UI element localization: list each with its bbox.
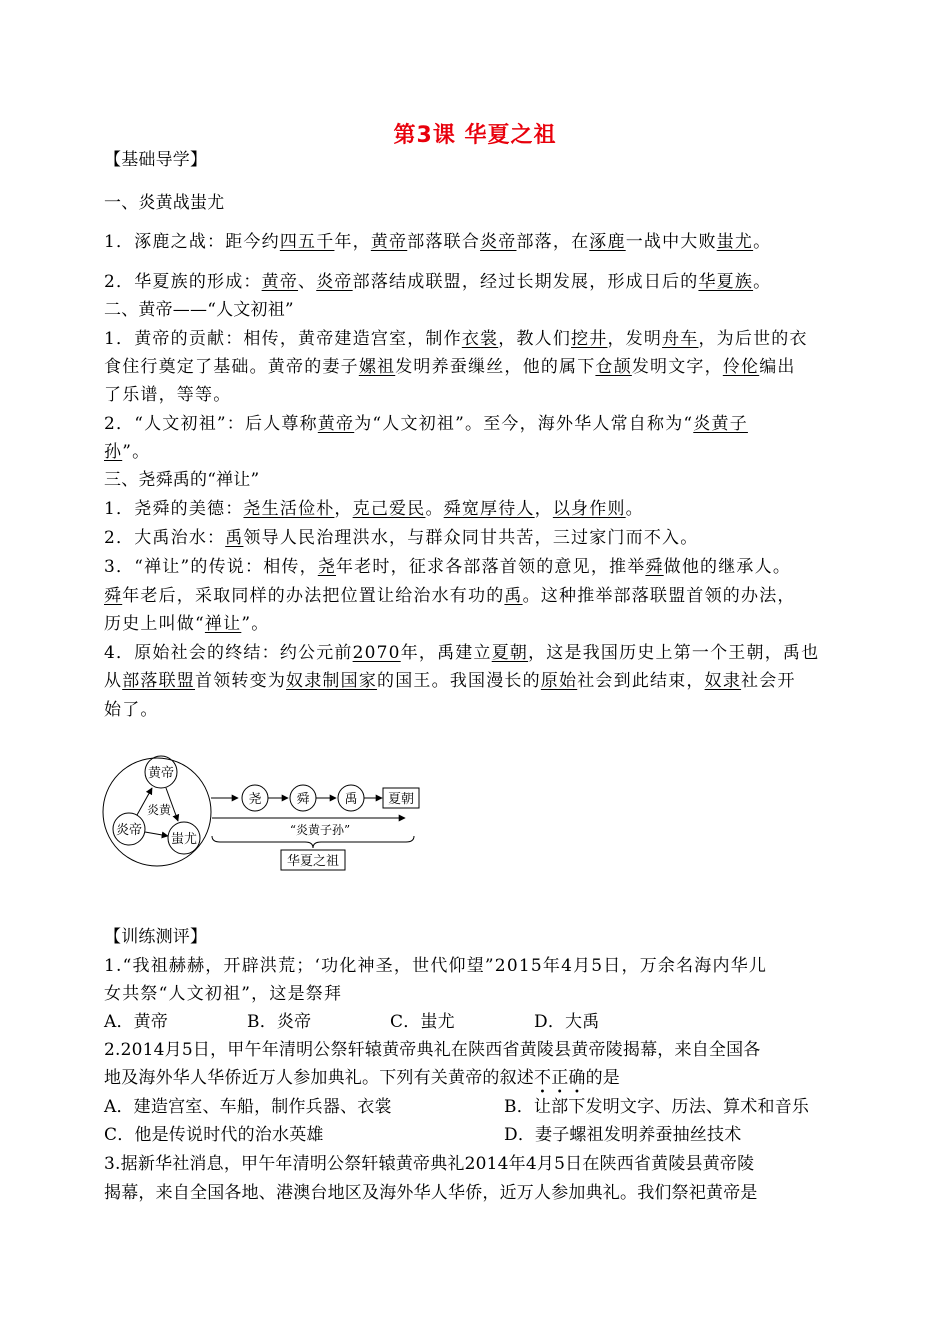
paragraph-9: 2．大禹治水：禹领导人民治理洪水，与群众同甘共苦，三过家门而不入。 (104, 528, 699, 548)
q2-option-c: C．他是传说时代的治水英雄 (104, 1125, 324, 1145)
arrow-yandi-chiyou (145, 832, 168, 836)
section-heading-basics: 【基础导学】 (104, 150, 208, 170)
paragraph-10: 3．“禅让”的传说：相传，尧年老时，征求各部落首领的意见，推举舜做他的继承人。 (104, 557, 792, 577)
lesson-title: 第3课 华夏之祖 (393, 123, 557, 148)
paragraph-15: 始了。 (104, 700, 159, 720)
heading-3: 三、尧舜禹的“禅让” (104, 470, 260, 490)
q2-option-a: A．建造宫室、车船，制作兵器、衣裳 (104, 1097, 392, 1117)
paragraph-6: 2．“人文初祖”：后人尊称黄帝为“人文初祖”。至今，海外华人常自称为“炎黄子 (104, 414, 748, 434)
paragraph-13: 4．原始社会的终结：约公元前2070年，禹建立夏朝，这是我国历史上第一个王朝，禹也 (104, 643, 820, 663)
label-yu: 禹 (344, 792, 358, 807)
question-1-line-1: 1.“我祖赫赫，开辟洪荒；‘功化神圣，世代仰望”2015年4月5日，万余名海内华儿 (104, 956, 768, 976)
question-3-line-1: 3.据新华社消息，甲午年清明公祭轩辕黄帝典礼2014年4月5日在陕西省黄陵县黄帝陵 (104, 1154, 755, 1174)
brace (212, 836, 414, 848)
label-descendants: “炎黄子孙” (289, 823, 351, 837)
paragraph-12: 历史上叫做“禅让”。 (104, 614, 270, 634)
paragraph-3: 1．黄帝的贡献：相传，黄帝建造宫室，制作衣裳，教人们挖井，发明舟车，为后世的衣 (104, 329, 808, 349)
paragraph-5: 了乐谱，等等。 (104, 385, 232, 405)
label-yandi: 炎帝 (115, 823, 143, 838)
q2-option-d: D．妻子螺祖发明养蚕抽丝技术 (504, 1125, 742, 1145)
label-xia: 夏朝 (387, 792, 415, 807)
paragraph-4: 食住行奠定了基础。黄帝的妻子嫘祖发明养蚕缫丝，他的属下仓颉发明文字，伶伦编出 (104, 357, 796, 377)
label-yao: 尧 (248, 792, 262, 807)
heading-1: 一、炎黄战蚩尤 (104, 193, 225, 213)
q2-option-b: B．让部下发明文字、历法、算术和音乐 (504, 1097, 810, 1117)
paragraph-8: 1．尧舜的美德：尧生活俭朴，克己爱民。舜宽厚待人，以身作则。 (104, 499, 644, 519)
heading-2: 二、黄帝——“人文初祖” (104, 300, 294, 320)
q1-option-a: A．黄帝 (104, 1012, 169, 1032)
paragraph-14: 从部落联盟首领转变为奴隶制国家的国王。我国漫长的原始社会到此结束，奴隶社会开 (104, 671, 796, 691)
paragraph-2: 2．华夏族的形成：黄帝、炎帝部落结成联盟，经过长期发展，形成日后的华夏族。 (104, 272, 772, 292)
paragraph-1: 1．涿鹿之战：距今约四五千年，黄帝部落联合炎帝部落，在涿鹿一战中大败蚩尤。 (104, 232, 772, 252)
paragraph-11: 舜年老后，采取同样的办法把位置让给治水有功的禹。这种推举部落联盟首领的办法， (104, 586, 796, 606)
q1-option-c: C．蚩尤 (390, 1012, 455, 1032)
label-yanhuang: 炎黄 (146, 803, 172, 817)
label-shun: 舜 (296, 792, 310, 807)
label-ancestor: 华夏之祖 (286, 854, 340, 869)
q1-option-b: B．炎帝 (247, 1012, 312, 1032)
q1-option-d: D．大禹 (534, 1012, 600, 1032)
question-3-line-2: 揭幕，来自全国各地、港澳台地区及海外华人华侨，近万人参加典礼。我们祭祀黄帝是 (104, 1183, 758, 1203)
label-huangdi: 黄帝 (147, 766, 175, 781)
question-2-line-2: 地及海外华人华侨近万人参加典礼。下列有关黄帝的叙述不正确的是 (104, 1068, 621, 1088)
paragraph-7: 孙”。 (104, 442, 151, 462)
section-heading-exercises: 【训练测评】 (104, 927, 208, 947)
label-chiyou: 蚩尤 (170, 832, 198, 847)
question-2-line-1: 2.2014月5日，甲午年清明公祭轩辕黄帝典礼在陕西省黄陵县黄帝陵揭幕，来自全国各 (104, 1040, 761, 1060)
ancestry-diagram (100, 752, 420, 874)
question-1-line-2: 女共祭“人文初祖”，这是祭拜 (104, 984, 343, 1004)
